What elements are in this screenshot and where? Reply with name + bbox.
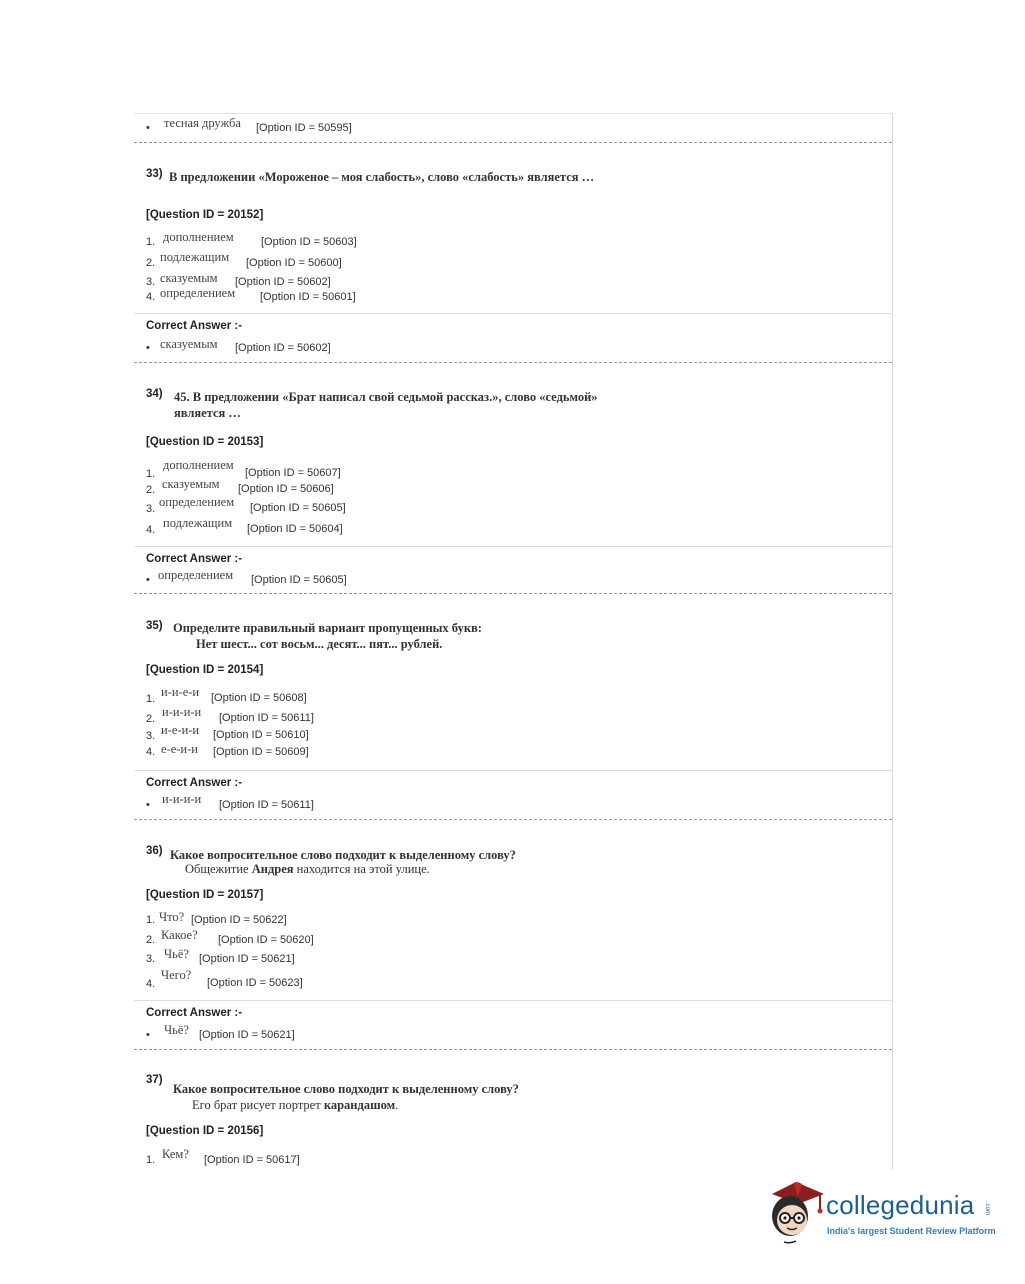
student-mascot-icon xyxy=(768,1178,828,1248)
question-text: Какое вопросительное слово подходит к выделенному слову? xyxy=(173,1082,519,1096)
option-text: подлежащим xyxy=(160,250,230,264)
option-text: Чьё? xyxy=(164,947,189,961)
question-id: [Question ID = 20154] xyxy=(146,664,264,676)
question-id: [Question ID = 20152] xyxy=(146,209,264,221)
question-text: В предложении «Мороженое – моя слабость», слово «слабость» является … xyxy=(169,170,595,184)
option-number: 3. xyxy=(146,730,156,742)
question-number: 36) xyxy=(146,845,163,857)
option-number: 3. xyxy=(146,503,156,515)
question-number: 34) xyxy=(146,388,163,400)
correct-answer-option-id: [Option ID = 50605] xyxy=(251,574,347,586)
divider xyxy=(134,1049,892,1050)
question-sentence: Общежитие Андрея находится на этой улице. xyxy=(185,862,430,876)
option-id: [Option ID = 50601] xyxy=(260,291,356,303)
option-text: и-и-и-и xyxy=(162,705,202,719)
option-id: [Option ID = 50609] xyxy=(213,746,309,758)
option-number: 1. xyxy=(146,1154,156,1166)
question-number: 35) xyxy=(146,620,163,632)
question-id: [Question ID = 20156] xyxy=(146,1125,264,1137)
option-text: Что? xyxy=(159,910,185,924)
option-text: Какое? xyxy=(161,928,198,942)
question-text: Нет шест... сот восьм... десят... пят... рублей. xyxy=(196,637,443,651)
correct-answer-text: определением xyxy=(158,568,234,582)
option-number: 1. xyxy=(146,693,156,705)
option-number: 4. xyxy=(146,291,156,303)
option-id: [Option ID = 50623] xyxy=(207,977,303,989)
brand-tagline: India's largest Student Review Platform xyxy=(827,1226,996,1236)
correct-answer-text: сказуемым xyxy=(160,337,218,351)
option-id: [Option ID = 50617] xyxy=(204,1154,300,1166)
option-text: дополнением xyxy=(163,230,234,244)
divider xyxy=(134,1000,892,1001)
prev-answer-option-id: [Option ID = 50595] xyxy=(256,122,352,134)
option-text: сказуемым xyxy=(160,271,218,285)
option-id: [Option ID = 50605] xyxy=(250,502,346,514)
highlighted-word: Андрея xyxy=(251,862,294,876)
bullet: • xyxy=(146,1029,150,1041)
correct-answer-text: Чьё? xyxy=(164,1023,189,1037)
bullet: • xyxy=(146,574,150,586)
correct-answer-label: Correct Answer :- xyxy=(146,1007,243,1019)
option-text: сказуемым xyxy=(162,477,220,491)
question-number: 33) xyxy=(146,168,163,180)
question-number: 37) xyxy=(146,1074,163,1086)
sheet-top-border xyxy=(134,113,892,114)
option-id: [Option ID = 50611] xyxy=(219,712,314,724)
option-id: [Option ID = 50610] xyxy=(213,729,309,741)
option-text: и-е-и-и xyxy=(161,723,200,737)
brand-suffix: .com xyxy=(984,1202,990,1216)
option-id: [Option ID = 50603] xyxy=(261,236,357,248)
option-number: 1. xyxy=(146,236,156,248)
option-number: 2. xyxy=(146,257,156,269)
option-text: и-и-е-и xyxy=(161,685,200,699)
question-text: является … xyxy=(174,406,241,420)
question-paper-sheet xyxy=(134,113,893,1170)
option-id: [Option ID = 50622] xyxy=(191,914,287,926)
option-id: [Option ID = 50607] xyxy=(245,467,341,479)
option-number: 2. xyxy=(146,934,156,946)
collegedunia-logo xyxy=(768,1178,998,1248)
question-text: Определите правильный вариант пропущенных букв: xyxy=(173,621,482,635)
question-text: 45. В предложении «Брат написал свой седьмой рассказ.», слово «седьмой» xyxy=(174,390,598,404)
correct-answer-label: Correct Answer :- xyxy=(146,320,243,332)
option-text: определением xyxy=(159,495,235,509)
option-number: 2. xyxy=(146,713,156,725)
question-sentence: Его брат рисует портрет карандашом. xyxy=(192,1098,399,1112)
option-number: 4. xyxy=(146,524,156,536)
correct-answer-text: и-и-и-и xyxy=(162,792,202,806)
divider xyxy=(134,593,892,594)
option-id: [Option ID = 50600] xyxy=(246,257,342,269)
divider xyxy=(134,819,892,820)
option-text: дополнением xyxy=(163,458,234,472)
option-id: [Option ID = 50602] xyxy=(235,276,331,288)
divider xyxy=(134,313,892,314)
option-number: 4. xyxy=(146,978,156,990)
question-text: Какое вопросительное слово подходит к выделенному слову? xyxy=(170,848,516,862)
correct-answer-option-id: [Option ID = 50602] xyxy=(235,342,331,354)
correct-answer-label: Correct Answer :- xyxy=(146,777,243,789)
correct-answer-label: Correct Answer :- xyxy=(146,553,243,565)
question-id: [Question ID = 20153] xyxy=(146,436,264,448)
brand-name: collegedunia xyxy=(826,1190,975,1220)
correct-answer-option-id: [Option ID = 50621] xyxy=(199,1029,295,1041)
prev-answer-text: тесная дружба xyxy=(164,116,241,130)
option-number: 1. xyxy=(146,468,156,480)
option-text: Чего? xyxy=(161,968,192,982)
divider xyxy=(134,142,892,143)
option-text: Кем? xyxy=(162,1147,189,1161)
option-number: 4. xyxy=(146,746,156,758)
option-text: е-е-и-и xyxy=(161,742,198,756)
question-id: [Question ID = 20157] xyxy=(146,889,264,901)
divider xyxy=(134,770,892,771)
highlighted-word: карандашом xyxy=(323,1098,396,1112)
option-number: 3. xyxy=(146,953,156,965)
divider xyxy=(134,362,892,363)
option-number: 1. xyxy=(146,914,156,926)
option-text: подлежащим xyxy=(163,516,233,530)
option-id: [Option ID = 50621] xyxy=(199,953,295,965)
bullet: • xyxy=(146,342,150,354)
bullet: • xyxy=(146,799,150,811)
option-id: [Option ID = 50608] xyxy=(211,692,307,704)
divider xyxy=(134,546,892,547)
correct-answer-option-id: [Option ID = 50611] xyxy=(219,799,314,811)
bullet: • xyxy=(146,122,150,134)
option-id: [Option ID = 50604] xyxy=(247,523,343,535)
option-text: определением xyxy=(160,286,236,300)
option-number: 3. xyxy=(146,276,156,288)
option-id: [Option ID = 50606] xyxy=(238,483,334,495)
option-id: [Option ID = 50620] xyxy=(218,934,314,946)
option-number: 2. xyxy=(146,484,156,496)
